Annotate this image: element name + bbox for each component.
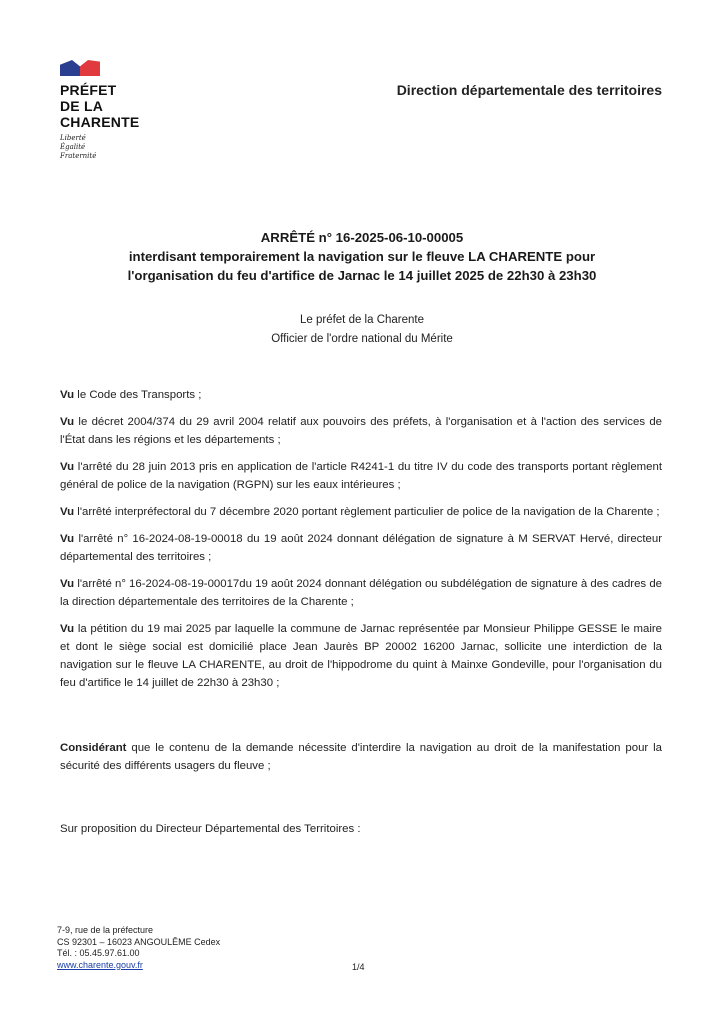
motto-line: Fraternité — [60, 152, 97, 160]
footer-street: 7-9, rue de la préfecture — [57, 925, 154, 935]
visa-paragraph: Vu l'arrêté n° 16-2024-08-19-00018 du 19 août 2024 donnant délégation de signature à M SERVAT Hervé, directeur départemental des territoires ; — [60, 533, 662, 563]
decree-number: n° 16-2025-06-10-00005 — [318, 230, 464, 245]
decree-label: ARRÊTÉ — [260, 230, 315, 245]
footer-address — [57, 925, 220, 971]
prefet-honor: Officier de l'ordre national du Mérite — [271, 333, 453, 345]
footer-phone: Tél. : 05.45.97.61.00 — [57, 948, 140, 958]
visa-paragraph: Vu le décret 2004/374 du 29 avril 2004 relatif aux pouvoirs des préfets, à l'organisation et à l'action des services de l'État dans les régions et les départements ; — [60, 416, 662, 446]
decree-title — [60, 228, 664, 285]
motto-line: Liberté — [60, 134, 86, 142]
republic-motto — [60, 134, 180, 161]
footer-website-link[interactable]: www.charente.gouv.fr — [57, 959, 143, 970]
visa-paragraph: Vu l'arrêté interpréfectoral du 7 décembre 2020 portant règlement particulier de police de la navigation de la Charente ; — [60, 506, 660, 518]
visa-paragraph: Vu l'arrêté n° 16-2024-08-19-00017du 19 août 2024 donnant délégation ou subdélégation de signature à des cadres de la direction départementale des territoires de la Charente ; — [60, 578, 662, 608]
considerant-paragraph: Considérant que le contenu de la demande nécessite d'interdire la navigation au droit de la manifestation pour la sécurité des différents usagers du fleuve ; — [60, 742, 662, 773]
decree-subject-line: l'organisation du feu d'artifice de Jarnac le 14 juillet 2025 de 22h30 à 23h30 — [127, 268, 597, 283]
visa-paragraph: Vu le Code des Transports ; — [60, 389, 202, 401]
proposition-line: Sur proposition du Directeur Départemental des Territoires : — [60, 823, 361, 835]
logo-name-line: DE LA — [60, 98, 103, 114]
direction-heading: Direction départementale des territoires — [396, 82, 662, 98]
marianne-flag-icon — [60, 60, 100, 76]
motto-line: Égalité — [60, 143, 86, 151]
prefecture-logo — [60, 60, 180, 161]
visa-paragraph: Vu la pétition du 19 mai 2025 par laquelle la commune de Jarnac représentée par Monsieur Philippe GESSE le maire et dont le siège social est domicilié place Jean Jaurès BP 20002 16200 Jarnac, sollicite une interdiction de la navigation sur le fleuve LA CHARENTE, au droit de l'hippodrome du quint à Mainxe Gondeville, pour l'organisation du feu d'artifice le 14 juillet de 22h30 à 23h30 ; — [60, 623, 662, 689]
footer-postal: CS 92301 – 16023 ANGOULÊME Cedex — [57, 936, 221, 947]
prefet-signatory — [60, 311, 664, 349]
prefet-title: Le préfet de la Charente — [299, 314, 425, 326]
logo-name-line: CHARENTE — [60, 114, 140, 130]
logo-name-line: PRÉFET — [60, 82, 117, 98]
visa-paragraph: Vu l'arrêté du 28 juin 2013 pris en application de l'article R4241-1 du titre IV du code des transports portant règlement général de police de la navigation (RGPN) sur les eaux intérieures ; — [60, 461, 662, 491]
decree-subject-line: interdisant temporairement la navigation sur le fleuve LA CHARENTE pour — [128, 249, 596, 264]
page-number: 1/4 — [352, 962, 365, 972]
decree-number-line — [60, 228, 664, 247]
visas-section — [60, 386, 662, 701]
logo-name — [60, 82, 180, 130]
